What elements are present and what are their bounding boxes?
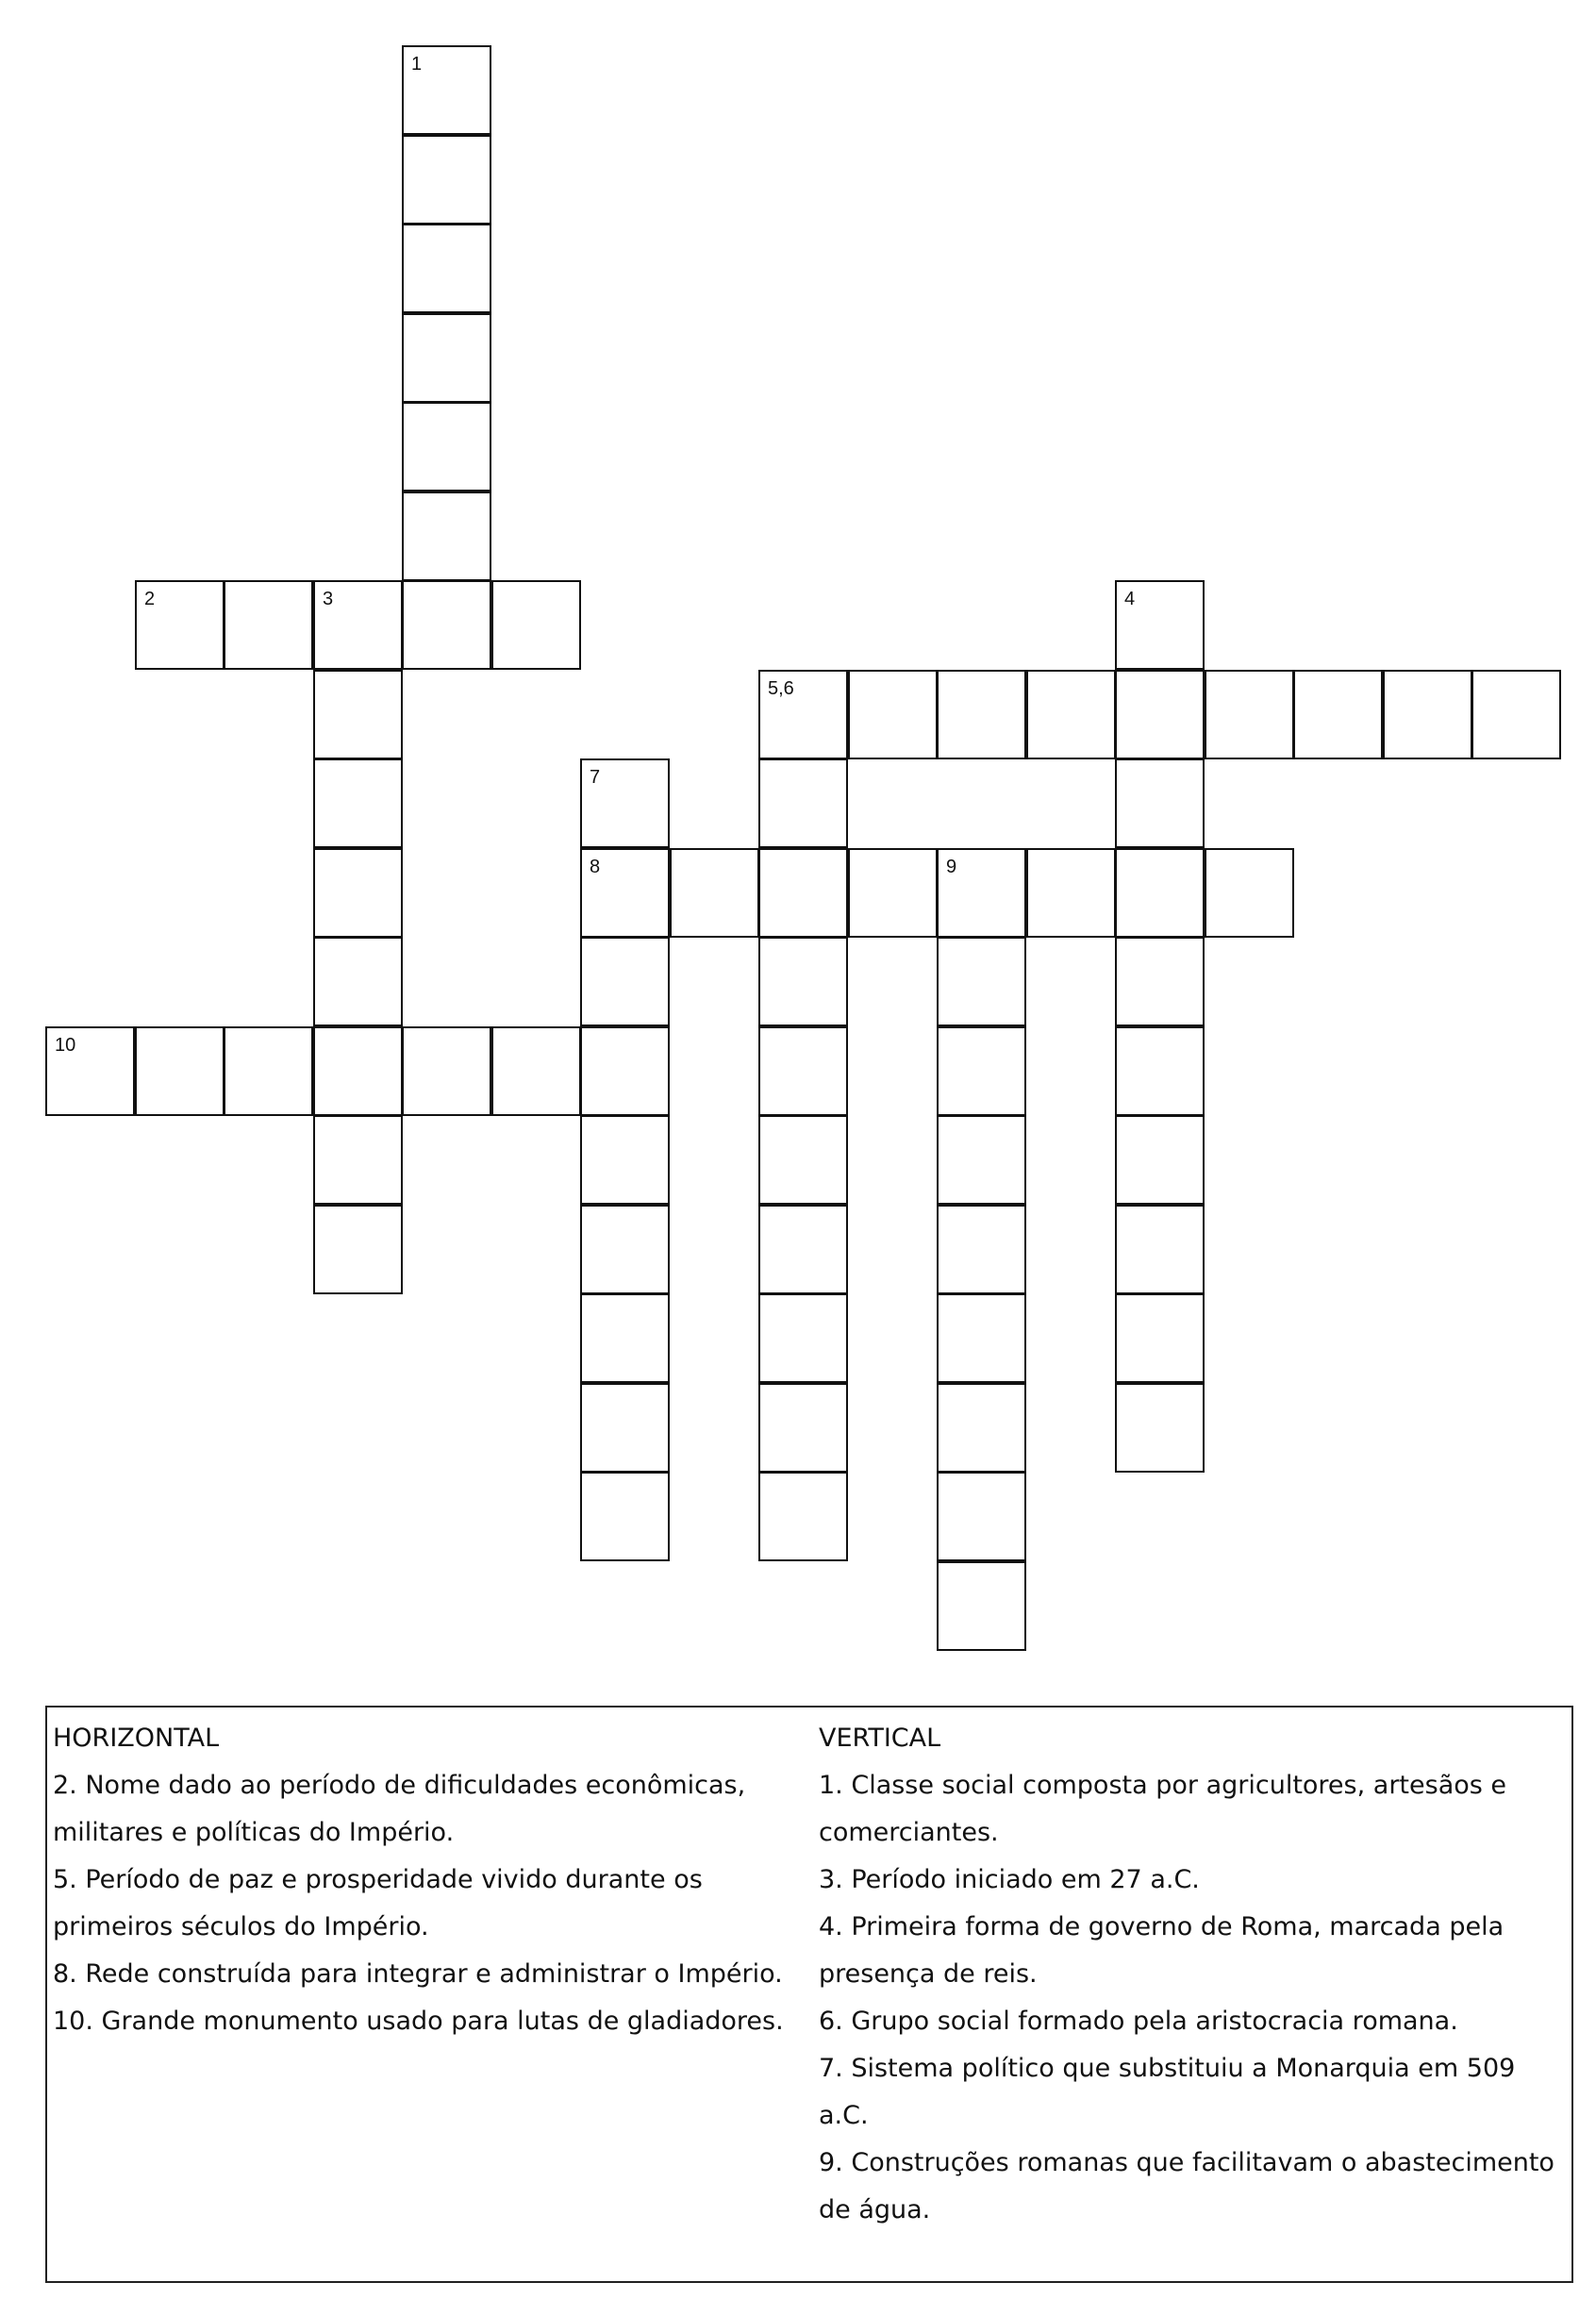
crossword-cell[interactable] xyxy=(758,848,848,938)
crossword-cell[interactable] xyxy=(758,1205,848,1294)
crossword-cell[interactable] xyxy=(848,670,938,759)
crossword-cell[interactable] xyxy=(224,1026,313,1116)
crossword-cell[interactable] xyxy=(1115,1205,1205,1294)
crossword-cell[interactable] xyxy=(937,1115,1026,1205)
clue-line: 1. Classe social composta por agricultores, artesãos e xyxy=(819,1771,1507,1800)
crossword-cell[interactable] xyxy=(402,580,491,670)
crossword-cell[interactable] xyxy=(135,580,224,670)
crossword-cell[interactable] xyxy=(1026,670,1116,759)
crossword-cell[interactable] xyxy=(402,224,491,313)
crossword-cell[interactable] xyxy=(313,580,403,670)
crossword-cell[interactable] xyxy=(402,135,491,225)
clue-number: 2 xyxy=(144,589,156,609)
crossword-cell[interactable] xyxy=(1205,848,1294,938)
crossword-cell[interactable] xyxy=(758,1472,848,1561)
crossword-cell[interactable] xyxy=(758,758,848,848)
clue-line: de água. xyxy=(819,2195,931,2224)
crossword-cell[interactable] xyxy=(580,1205,670,1294)
clue-number: 9 xyxy=(946,857,957,877)
crossword-cell[interactable] xyxy=(402,491,491,581)
crossword-cell[interactable] xyxy=(758,1026,848,1116)
vertical-heading: VERTICAL xyxy=(819,1724,941,1753)
clue-line: 4. Primeira forma de governo de Roma, marcada pela xyxy=(819,1912,1505,1941)
crossword-cell[interactable] xyxy=(1115,937,1205,1026)
crossword-cell[interactable] xyxy=(1115,670,1205,759)
crossword-cell[interactable] xyxy=(1115,848,1205,938)
crossword-cell[interactable] xyxy=(580,1293,670,1383)
clue-line: a.C. xyxy=(819,2101,869,2130)
clue-number: 8 xyxy=(590,857,601,877)
crossword-cell[interactable] xyxy=(402,402,491,491)
crossword-cell[interactable] xyxy=(937,1472,1026,1561)
crossword-cell[interactable] xyxy=(1115,1115,1205,1205)
crossword-cell[interactable] xyxy=(1026,848,1116,938)
vertical-clues xyxy=(819,1715,1564,2234)
clue-line: 5. Período de paz e prosperidade vivido durante os xyxy=(53,1865,703,1894)
clue-line: militares e políticas do Império. xyxy=(53,1818,455,1847)
crossword-cell[interactable] xyxy=(580,1115,670,1205)
clue-line: 3. Período iniciado em 27 a.C. xyxy=(819,1865,1200,1894)
horizontal-clues xyxy=(53,1715,807,2045)
crossword-cell[interactable] xyxy=(491,580,581,670)
crossword-cell[interactable] xyxy=(937,670,1026,759)
crossword-cell[interactable] xyxy=(1115,1293,1205,1383)
crossword-cell[interactable] xyxy=(1115,1383,1205,1473)
horizontal-heading: HORIZONTAL xyxy=(53,1724,220,1753)
crossword-cell[interactable] xyxy=(580,937,670,1026)
clue-line: 7. Sistema político que substituiu a Monarquia em 509 xyxy=(819,2054,1516,2083)
clue-number: 10 xyxy=(55,1035,76,1056)
clue-line: 8. Rede construída para integrar e administrar o Império. xyxy=(53,1959,783,1989)
crossword-cell[interactable] xyxy=(937,848,1026,938)
crossword-cell[interactable] xyxy=(1115,758,1205,848)
crossword-cell[interactable] xyxy=(1293,670,1383,759)
clue-number: 4 xyxy=(1124,589,1136,609)
crossword-cell[interactable] xyxy=(313,1115,403,1205)
crossword-cell[interactable] xyxy=(580,1383,670,1473)
crossword-cell[interactable] xyxy=(313,937,403,1026)
crossword-cell[interactable] xyxy=(580,1472,670,1561)
clue-line: 9. Construções romanas que facilitavam o abastecimento xyxy=(819,2148,1554,2177)
crossword-cell[interactable] xyxy=(937,1205,1026,1294)
crossword-cell[interactable] xyxy=(402,1026,491,1116)
crossword-cell[interactable] xyxy=(1115,580,1205,670)
clue-number: 5,6 xyxy=(768,678,794,699)
clue-line: comerciantes. xyxy=(819,1818,999,1847)
clue-line: 10. Grande monumento usado para lutas de gladiadores. xyxy=(53,2007,784,2036)
crossword-cell[interactable] xyxy=(937,937,1026,1026)
clues-box xyxy=(45,1706,1573,2283)
crossword-cell[interactable] xyxy=(758,1293,848,1383)
crossword-cell[interactable] xyxy=(45,1026,135,1116)
crossword-cell[interactable] xyxy=(937,1026,1026,1116)
crossword-cell[interactable] xyxy=(758,1115,848,1205)
crossword-cell[interactable] xyxy=(491,1026,581,1116)
crossword-cell[interactable] xyxy=(758,1383,848,1473)
crossword-cell[interactable] xyxy=(402,313,491,403)
crossword-cell[interactable] xyxy=(937,1293,1026,1383)
clue-line: presença de reis. xyxy=(819,1959,1038,1989)
crossword-cell[interactable] xyxy=(313,1205,403,1294)
crossword-cell[interactable] xyxy=(758,937,848,1026)
clue-line: primeiros séculos do Império. xyxy=(53,1912,429,1941)
crossword-cell[interactable] xyxy=(224,580,313,670)
crossword-cell[interactable] xyxy=(313,670,403,759)
crossword-cell[interactable] xyxy=(937,1383,1026,1473)
crossword-cell[interactable] xyxy=(1383,670,1472,759)
clue-line: 6. Grupo social formado pela aristocracia romana. xyxy=(819,2007,1458,2036)
crossword-cell[interactable] xyxy=(580,1026,670,1116)
clue-line: 2. Nome dado ao período de dificuldades econômicas, xyxy=(53,1771,746,1800)
crossword-cell[interactable] xyxy=(402,45,491,135)
crossword-cell[interactable] xyxy=(670,848,759,938)
crossword-cell[interactable] xyxy=(758,670,848,759)
clue-number: 1 xyxy=(411,54,423,75)
crossword-cell[interactable] xyxy=(313,848,403,938)
clue-number: 7 xyxy=(590,767,601,788)
crossword-cell[interactable] xyxy=(937,1561,1026,1651)
crossword-cell[interactable] xyxy=(1205,670,1294,759)
crossword-cell[interactable] xyxy=(313,1026,403,1116)
crossword-cell[interactable] xyxy=(580,848,670,938)
crossword-cell[interactable] xyxy=(135,1026,224,1116)
crossword-cell[interactable] xyxy=(848,848,938,938)
crossword-cell[interactable] xyxy=(1115,1026,1205,1116)
crossword-cell[interactable] xyxy=(580,758,670,848)
crossword-cell[interactable] xyxy=(313,758,403,848)
crossword-cell[interactable] xyxy=(1471,670,1561,759)
clue-number: 3 xyxy=(323,589,334,609)
